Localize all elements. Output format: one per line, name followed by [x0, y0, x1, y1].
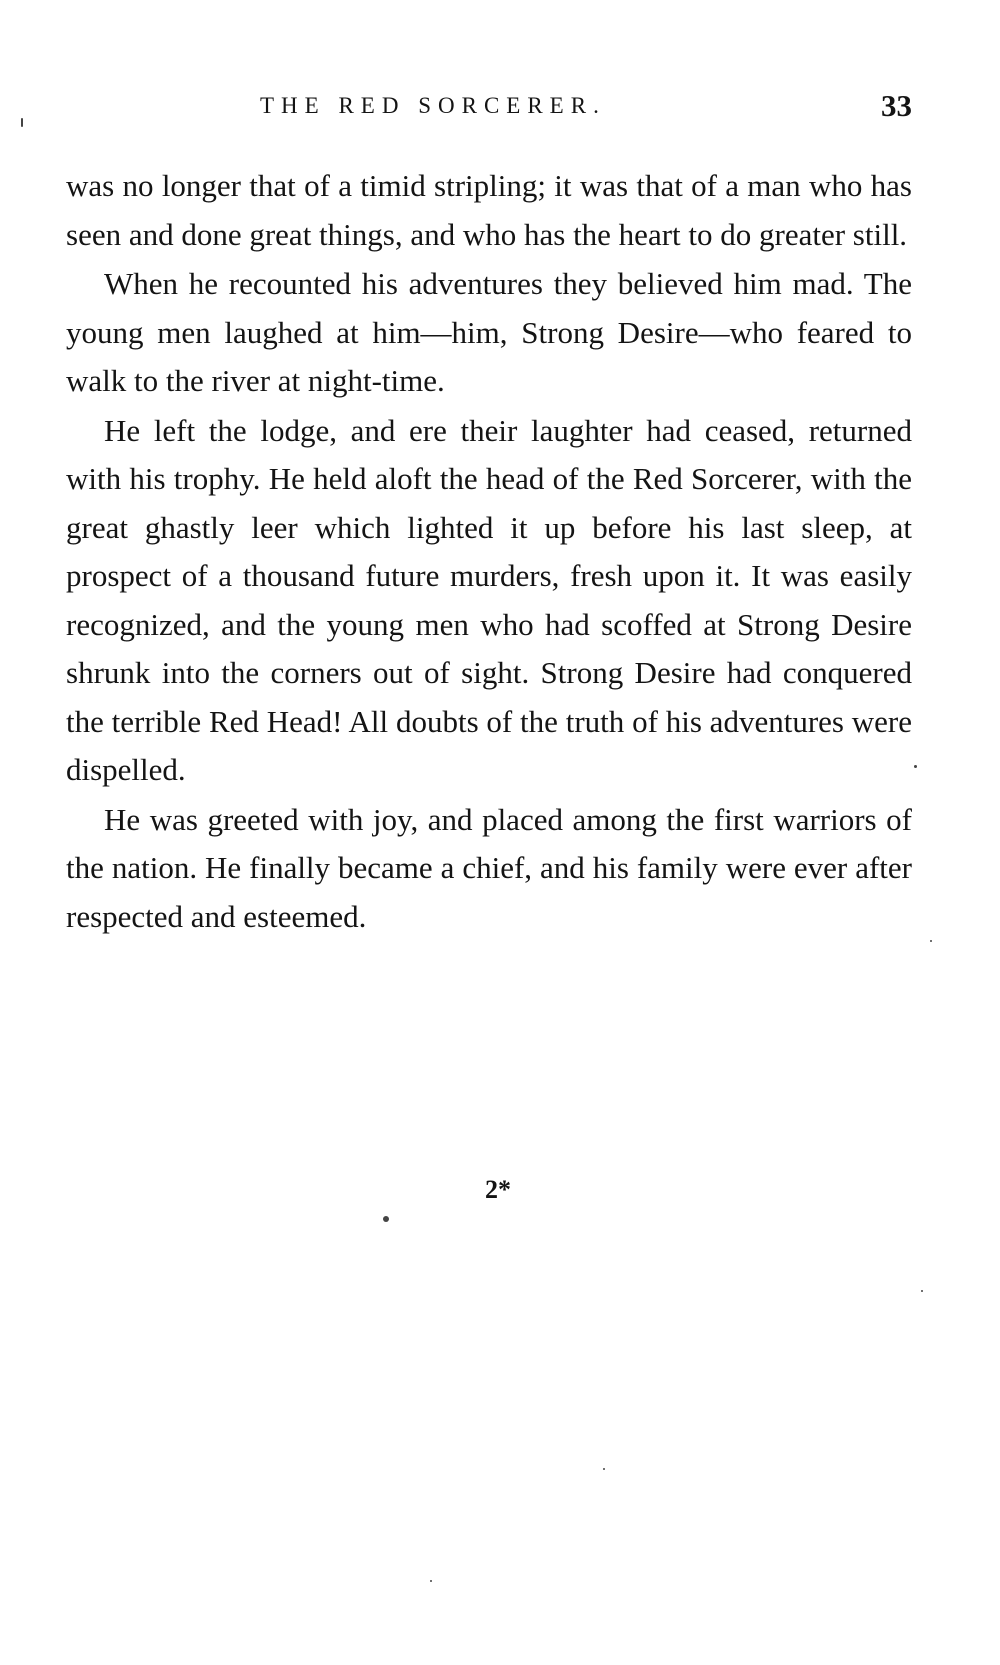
- paragraph-2: When he recounted his adventures they believed him mad. The young men laughed at him—him, Strong Desire—who feared to walk to the river at night-time.: [66, 266, 912, 398]
- print-speck: [383, 1216, 389, 1222]
- paragraph-3: He left the lodge, and ere their laughter had ceased, returned with his trophy. He held aloft the head of the Red Sorcerer, with the great ghastly leer which lighted it up before his last sleep, at prospect of a thousand future murders, fresh upon it. It was easily recognized, and the young men who had scoffed at Strong Desire shrunk into the corners out of sight. Strong Desire had conquered the terrible Red Head! All doubts of the truth of his adventures were dispelled.: [66, 412, 912, 787]
- signature-mark: 2*: [485, 1175, 511, 1204]
- paragraph-4: He was greeted with joy, and placed among the first warriors of the nation. He finally became a chief, and his family were ever after respected and esteemed.: [66, 801, 912, 934]
- print-speck: [430, 1580, 432, 1582]
- running-head-title: THE RED SORCERER.: [260, 93, 606, 118]
- print-speck: [603, 1468, 605, 1470]
- page-number: 33: [881, 88, 912, 123]
- print-speck: [921, 1290, 923, 1292]
- print-speck: [914, 765, 917, 768]
- print-speck: [21, 118, 23, 127]
- paragraph-1: was no longer that of a timid stripling; it was that of a man who has seen and done great things, and who has the heart to do greater still.: [66, 168, 912, 252]
- body-text: [66, 162, 912, 942]
- print-speck: [930, 940, 932, 942]
